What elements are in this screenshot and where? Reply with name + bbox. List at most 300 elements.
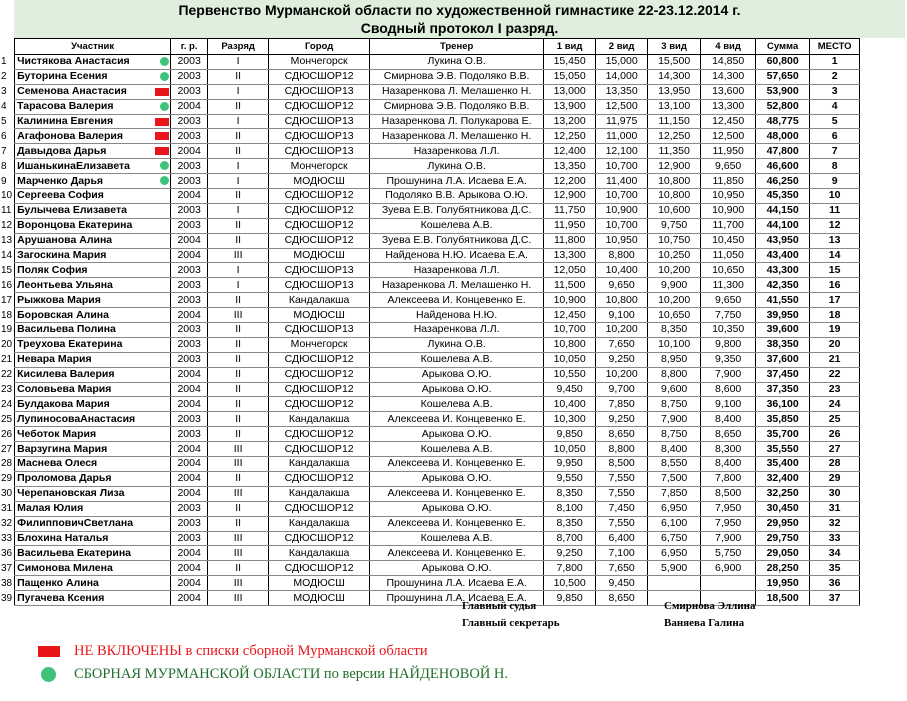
score-v3: 5,900 — [648, 561, 701, 576]
participant-name-text: Булычева Елизавета — [17, 204, 127, 217]
city-cell: МОДЮСШ — [269, 308, 370, 323]
city-cell: МОДЮСШ — [269, 174, 370, 189]
city-cell: СДЮСШОР13 — [269, 278, 370, 293]
row-index: 15 — [1, 264, 13, 276]
participant-name-text: Агафонова Валерия — [17, 129, 124, 142]
score-v3: 6,950 — [648, 501, 701, 516]
score-v3: 7,900 — [648, 412, 701, 427]
row-index: 14 — [1, 250, 13, 262]
score-v4: 11,050 — [701, 248, 756, 263]
score-v3: 9,750 — [648, 218, 701, 233]
score-v4: 9,800 — [701, 337, 756, 352]
participant-name-text: Буторина Есения — [17, 70, 108, 83]
coach-cell: Прошунина Л.А. Исаева Е.А. — [370, 576, 544, 591]
score-v3: 10,750 — [648, 233, 701, 248]
participant-name-text: Маснева Олеся — [17, 457, 98, 470]
row-index: 5 — [1, 116, 7, 127]
place-cell: 1 — [810, 55, 860, 70]
score-v4: 9,100 — [701, 397, 756, 412]
total-sum: 29,950 — [756, 516, 810, 531]
score-v1: 13,350 — [544, 159, 596, 174]
total-sum: 29,050 — [756, 546, 810, 561]
table-row — [0, 308, 860, 323]
score-v2: 9,450 — [596, 576, 648, 591]
participant-name — [15, 159, 171, 174]
score-v2: 14,000 — [596, 69, 648, 84]
score-v2: 6,400 — [596, 531, 648, 546]
place-cell: 30 — [810, 486, 860, 501]
rank-cell: III — [208, 457, 269, 472]
city-cell: Мончегорск — [269, 159, 370, 174]
city-cell: СДЮСШОР13 — [269, 114, 370, 129]
coach-cell: Назаренкова Л.Л. — [370, 144, 544, 159]
row-index: 28 — [1, 458, 13, 470]
birth-year: 2004 — [171, 397, 208, 412]
birth-year: 2003 — [171, 114, 208, 129]
red-square-icon — [38, 646, 60, 657]
score-v4: 14,850 — [701, 55, 756, 70]
city-cell: СДЮСШОР12 — [269, 471, 370, 486]
rank-cell: I — [208, 263, 269, 278]
score-v2: 12,500 — [596, 99, 648, 114]
birth-year: 2003 — [171, 84, 208, 99]
rank-cell: I — [208, 278, 269, 293]
birth-year: 2003 — [171, 278, 208, 293]
legend-not-included — [38, 643, 428, 660]
score-v2: 10,800 — [596, 293, 648, 308]
participant-name-text: Давыдова Дарья — [17, 144, 107, 157]
table-row — [0, 189, 860, 204]
score-v3: 13,950 — [648, 84, 701, 99]
score-v2: 7,450 — [596, 501, 648, 516]
city-cell: Кандалакша — [269, 516, 370, 531]
birth-year: 2004 — [171, 144, 208, 159]
participant-name-text: Васильева Полина — [17, 323, 116, 336]
coach-cell: Алексеева И. Концевенко Е. — [370, 412, 544, 427]
coach-cell: Зуева Е.В. Голубятникова Д.С. — [370, 203, 544, 218]
score-v2: 8,650 — [596, 591, 648, 606]
score-v4: 7,800 — [701, 471, 756, 486]
rank-cell: II — [208, 561, 269, 576]
red-square-icon — [155, 147, 169, 155]
row-index: 17 — [1, 294, 13, 306]
participant-name — [15, 323, 171, 338]
birth-year: 2004 — [171, 248, 208, 263]
participant-name-text: Рыжкова Мария — [17, 293, 101, 306]
table-header-row — [0, 39, 860, 55]
score-v1: 9,850 — [544, 591, 596, 606]
place-cell: 18 — [810, 308, 860, 323]
legend-green-text: СБОРНАЯ МУРМАНСКОЙ ОБЛАСТИ по версии НАЙДЕНОВОЙ Н. — [74, 666, 509, 682]
coach-cell: Назаренкова Л.Л. — [370, 263, 544, 278]
birth-year: 2004 — [171, 382, 208, 397]
birth-year: 2003 — [171, 263, 208, 278]
birth-year: 2004 — [171, 233, 208, 248]
score-v2: 10,400 — [596, 263, 648, 278]
score-v4: 10,450 — [701, 233, 756, 248]
score-v4: 7,950 — [701, 516, 756, 531]
score-v1: 11,500 — [544, 278, 596, 293]
city-cell: СДЮСШОР13 — [269, 323, 370, 338]
row-index: 7 — [1, 145, 7, 157]
place-cell: 10 — [810, 189, 860, 204]
city-cell: СДЮСШОР13 — [269, 84, 370, 99]
score-v3: 8,350 — [648, 323, 701, 338]
score-v3: 11,350 — [648, 144, 701, 159]
participant-name-text: Кисилева Валерия — [17, 368, 115, 381]
birth-year: 2004 — [171, 442, 208, 457]
total-sum: 36,100 — [756, 397, 810, 412]
participant-name — [15, 129, 171, 144]
total-sum: 43,950 — [756, 233, 810, 248]
score-v3: 9,900 — [648, 278, 701, 293]
participant-name-text: Проломова Дарья — [17, 472, 112, 485]
participant-name-text: Чистякова Анастасия — [17, 55, 130, 68]
score-v2: 7,650 — [596, 337, 648, 352]
place-cell: 20 — [810, 337, 860, 352]
birth-year: 2003 — [171, 531, 208, 546]
header-year: г. р. — [171, 39, 208, 55]
total-sum: 52,800 — [756, 99, 810, 114]
score-v2: 9,100 — [596, 308, 648, 323]
total-sum: 46,250 — [756, 174, 810, 189]
rank-cell: II — [208, 516, 269, 531]
row-index: 23 — [1, 384, 13, 396]
participant-name — [15, 99, 171, 114]
score-v3: 10,600 — [648, 203, 701, 218]
row-index: 39 — [1, 592, 13, 604]
table-row — [0, 293, 860, 308]
total-sum: 35,550 — [756, 442, 810, 457]
participant-name-text: Васильева Екатерина — [17, 546, 132, 559]
participant-name-text: Малая Юлия — [17, 502, 84, 515]
place-cell: 28 — [810, 457, 860, 472]
table-row — [0, 442, 860, 457]
table-row — [0, 263, 860, 278]
city-cell: Кандалакша — [269, 546, 370, 561]
place-cell: 16 — [810, 278, 860, 293]
score-v1: 12,450 — [544, 308, 596, 323]
place-cell: 6 — [810, 129, 860, 144]
total-sum: 47,800 — [756, 144, 810, 159]
rank-cell: III — [208, 308, 269, 323]
rank-cell: I — [208, 174, 269, 189]
participant-name — [15, 561, 171, 576]
header-v1: 1 вид — [544, 39, 596, 55]
row-index: 16 — [1, 279, 13, 291]
row-index: 20 — [1, 339, 13, 351]
participant-name-text: Боровская Алина — [17, 308, 109, 321]
score-v4: 10,950 — [701, 189, 756, 204]
participant-name-text: Воронцова Екатерина — [17, 219, 133, 232]
city-cell: СДЮСШОР12 — [269, 367, 370, 382]
total-sum: 60,800 — [756, 55, 810, 70]
city-cell: Кандалакша — [269, 412, 370, 427]
rank-cell: II — [208, 129, 269, 144]
score-v4: 11,700 — [701, 218, 756, 233]
table-row — [0, 337, 860, 352]
score-v4: 12,500 — [701, 129, 756, 144]
coach-cell: Найденова Н.Ю. Исаева Е.А. — [370, 248, 544, 263]
row-index: 1 — [1, 56, 7, 68]
score-v1: 13,900 — [544, 99, 596, 114]
birth-year: 2004 — [171, 308, 208, 323]
score-v4 — [701, 576, 756, 591]
score-v1: 11,950 — [544, 218, 596, 233]
header-city: Город — [269, 39, 370, 55]
place-cell: 31 — [810, 501, 860, 516]
coach-cell: Подоляко В.В. Арыкова О.Ю. — [370, 189, 544, 204]
participant-name — [15, 174, 171, 189]
participant-name-text: Соловьева Мария — [17, 383, 112, 396]
rank-cell: III — [208, 531, 269, 546]
rank-cell: II — [208, 69, 269, 84]
coach-cell: Алексеева И. Концевенко Е. — [370, 546, 544, 561]
participant-name-text: ИшанькинаЕлизавета — [17, 159, 130, 172]
coach-cell: Лукина О.В. — [370, 337, 544, 352]
header-place: МЕСТО — [810, 39, 860, 55]
coach-cell: Кошелева А.В. — [370, 531, 544, 546]
green-circle-icon — [160, 72, 169, 81]
score-v1: 7,800 — [544, 561, 596, 576]
score-v2: 7,100 — [596, 546, 648, 561]
score-v1: 13,000 — [544, 84, 596, 99]
score-v3: 7,850 — [648, 486, 701, 501]
score-v3: 8,550 — [648, 457, 701, 472]
row-index: 21 — [1, 354, 13, 366]
score-v3: 7,500 — [648, 471, 701, 486]
place-cell: 35 — [810, 561, 860, 576]
score-v2: 9,650 — [596, 278, 648, 293]
table-row — [0, 55, 860, 70]
score-v3: 6,100 — [648, 516, 701, 531]
coach-cell: Арыкова О.Ю. — [370, 367, 544, 382]
row-index: 25 — [1, 413, 13, 425]
score-v1: 12,250 — [544, 129, 596, 144]
score-v4: 10,350 — [701, 323, 756, 338]
score-v3 — [648, 576, 701, 591]
coach-cell: Лукина О.В. — [370, 55, 544, 70]
participant-name-text: Пугачева Ксения — [17, 591, 105, 604]
score-v1: 10,550 — [544, 367, 596, 382]
row-index: 32 — [1, 518, 13, 530]
total-sum: 46,600 — [756, 159, 810, 174]
participant-name — [15, 263, 171, 278]
score-v3: 10,250 — [648, 248, 701, 263]
chief-secretary-name: Ваняева Галина — [664, 617, 745, 629]
place-cell: 19 — [810, 323, 860, 338]
total-sum: 18,500 — [756, 591, 810, 606]
score-v4: 8,650 — [701, 427, 756, 442]
participant-name-text: Калинина Евгения — [17, 115, 114, 127]
score-v4: 8,500 — [701, 486, 756, 501]
coach-cell: Арыкова О.Ю. — [370, 382, 544, 397]
rank-cell: II — [208, 189, 269, 204]
total-sum: 37,450 — [756, 367, 810, 382]
rank-cell: II — [208, 427, 269, 442]
results-body — [0, 55, 860, 606]
score-v2: 10,950 — [596, 233, 648, 248]
total-sum: 35,700 — [756, 427, 810, 442]
city-cell: Кандалакша — [269, 486, 370, 501]
score-v4: 8,400 — [701, 457, 756, 472]
score-v3: 8,750 — [648, 397, 701, 412]
score-v3: 6,950 — [648, 546, 701, 561]
table-row — [0, 323, 860, 338]
score-v3: 14,300 — [648, 69, 701, 84]
chief-judge-name: Смирнова Эллина — [664, 600, 756, 612]
rank-cell: III — [208, 248, 269, 263]
score-v3: 8,750 — [648, 427, 701, 442]
score-v2: 11,400 — [596, 174, 648, 189]
rank-cell: II — [208, 412, 269, 427]
rank-cell: I — [208, 159, 269, 174]
participant-name-text: Арушанова Алина — [17, 234, 113, 247]
participant-name — [15, 248, 171, 263]
city-cell: СДЮСШОР12 — [269, 189, 370, 204]
score-v2: 10,200 — [596, 367, 648, 382]
participant-name — [15, 516, 171, 531]
row-index: 11 — [1, 205, 12, 217]
table-row — [0, 99, 860, 114]
rank-cell: III — [208, 486, 269, 501]
participant-name-text: Марченко Дарья — [17, 174, 104, 187]
total-sum: 32,400 — [756, 471, 810, 486]
score-v4: 5,750 — [701, 546, 756, 561]
place-cell: 24 — [810, 397, 860, 412]
score-v3: 10,800 — [648, 189, 701, 204]
participant-name — [15, 382, 171, 397]
birth-year: 2004 — [171, 591, 208, 606]
score-v2: 11,000 — [596, 129, 648, 144]
score-v3: 10,200 — [648, 263, 701, 278]
score-v1: 12,400 — [544, 144, 596, 159]
score-v3: 10,200 — [648, 293, 701, 308]
place-cell: 29 — [810, 471, 860, 486]
score-v2: 7,550 — [596, 516, 648, 531]
chief-judge-label: Главный судья — [462, 600, 537, 612]
city-cell: СДЮСШОР13 — [269, 263, 370, 278]
birth-year: 2003 — [171, 69, 208, 84]
place-cell: 27 — [810, 442, 860, 457]
table-row — [0, 531, 860, 546]
rank-cell: I — [208, 55, 269, 70]
row-index: 27 — [1, 443, 13, 455]
total-sum: 39,600 — [756, 323, 810, 338]
city-cell: СДЮСШОР12 — [269, 382, 370, 397]
birth-year: 2004 — [171, 457, 208, 472]
participant-name-text: Тарасова Валерия — [17, 100, 114, 113]
green-circle-icon — [41, 667, 56, 682]
title-banner — [14, 0, 905, 38]
birth-year: 2003 — [171, 352, 208, 367]
score-v2: 8,800 — [596, 248, 648, 263]
score-v3: 13,100 — [648, 99, 701, 114]
city-cell: Кандалакша — [269, 457, 370, 472]
birth-year: 2004 — [171, 576, 208, 591]
legend-team — [38, 666, 508, 683]
birth-year: 2004 — [171, 99, 208, 114]
score-v4: 9,650 — [701, 293, 756, 308]
place-cell: 2 — [810, 69, 860, 84]
place-cell: 14 — [810, 248, 860, 263]
coach-cell: Алексеева И. Концевенко Е. — [370, 516, 544, 531]
score-v2: 10,700 — [596, 159, 648, 174]
rank-cell: II — [208, 337, 269, 352]
coach-cell: Арыкова О.Ю. — [370, 427, 544, 442]
chief-secretary-label: Главный секретарь — [462, 617, 560, 629]
score-v3: 12,900 — [648, 159, 701, 174]
score-v4: 8,400 — [701, 412, 756, 427]
city-cell: Мончегорск — [269, 55, 370, 70]
rank-cell: II — [208, 367, 269, 382]
total-sum: 44,150 — [756, 203, 810, 218]
coach-cell: Кошелева А.В. — [370, 218, 544, 233]
score-v3: 10,800 — [648, 174, 701, 189]
score-v4: 9,650 — [701, 159, 756, 174]
row-index: 38 — [1, 577, 13, 589]
coach-cell: Алексеева И. Концевенко Е. — [370, 293, 544, 308]
total-sum: 48,000 — [756, 129, 810, 144]
score-v1: 8,350 — [544, 516, 596, 531]
city-cell: СДЮСШОР12 — [269, 531, 370, 546]
birth-year: 2004 — [171, 189, 208, 204]
score-v2: 13,350 — [596, 84, 648, 99]
score-v1: 12,050 — [544, 263, 596, 278]
score-v4: 13,600 — [701, 84, 756, 99]
total-sum: 37,600 — [756, 352, 810, 367]
score-v2: 9,250 — [596, 352, 648, 367]
city-cell: СДЮСШОР12 — [269, 233, 370, 248]
row-index: 22 — [1, 369, 13, 381]
birth-year: 2003 — [171, 218, 208, 233]
participant-name-text: Семенова Анастасия — [17, 85, 127, 98]
rank-cell: III — [208, 546, 269, 561]
participant-name-text: Булдакова Мария — [17, 397, 110, 410]
participant-name — [15, 69, 171, 84]
coach-cell: Назаренкова Л. Полукарова Е. — [370, 114, 544, 129]
score-v3: 6,750 — [648, 531, 701, 546]
total-sum: 57,650 — [756, 69, 810, 84]
row-index: 26 — [1, 428, 13, 440]
participant-name — [15, 337, 171, 352]
participant-name — [15, 576, 171, 591]
score-v1: 11,800 — [544, 233, 596, 248]
table-row — [0, 397, 860, 412]
score-v4: 7,900 — [701, 531, 756, 546]
green-circle-icon — [160, 161, 169, 170]
participant-name — [15, 457, 171, 472]
header-coach: Тренер — [370, 39, 544, 55]
table-row — [0, 382, 860, 397]
participant-name — [15, 233, 171, 248]
participant-name-text: Симонова Милена — [17, 561, 113, 574]
score-v3: 8,800 — [648, 367, 701, 382]
score-v3: 8,950 — [648, 352, 701, 367]
place-cell: 32 — [810, 516, 860, 531]
coach-cell: Назаренкова Л.Л. — [370, 323, 544, 338]
coach-cell: Кошелева А.В. — [370, 442, 544, 457]
row-index: 30 — [1, 488, 13, 500]
score-v1: 10,050 — [544, 442, 596, 457]
city-cell: МОДЮСШ — [269, 576, 370, 591]
row-index: 6 — [1, 130, 7, 142]
score-v1: 9,450 — [544, 382, 596, 397]
score-v1: 10,800 — [544, 337, 596, 352]
rank-cell: II — [208, 144, 269, 159]
city-cell: СДЮСШОР12 — [269, 352, 370, 367]
score-v4: 13,300 — [701, 99, 756, 114]
